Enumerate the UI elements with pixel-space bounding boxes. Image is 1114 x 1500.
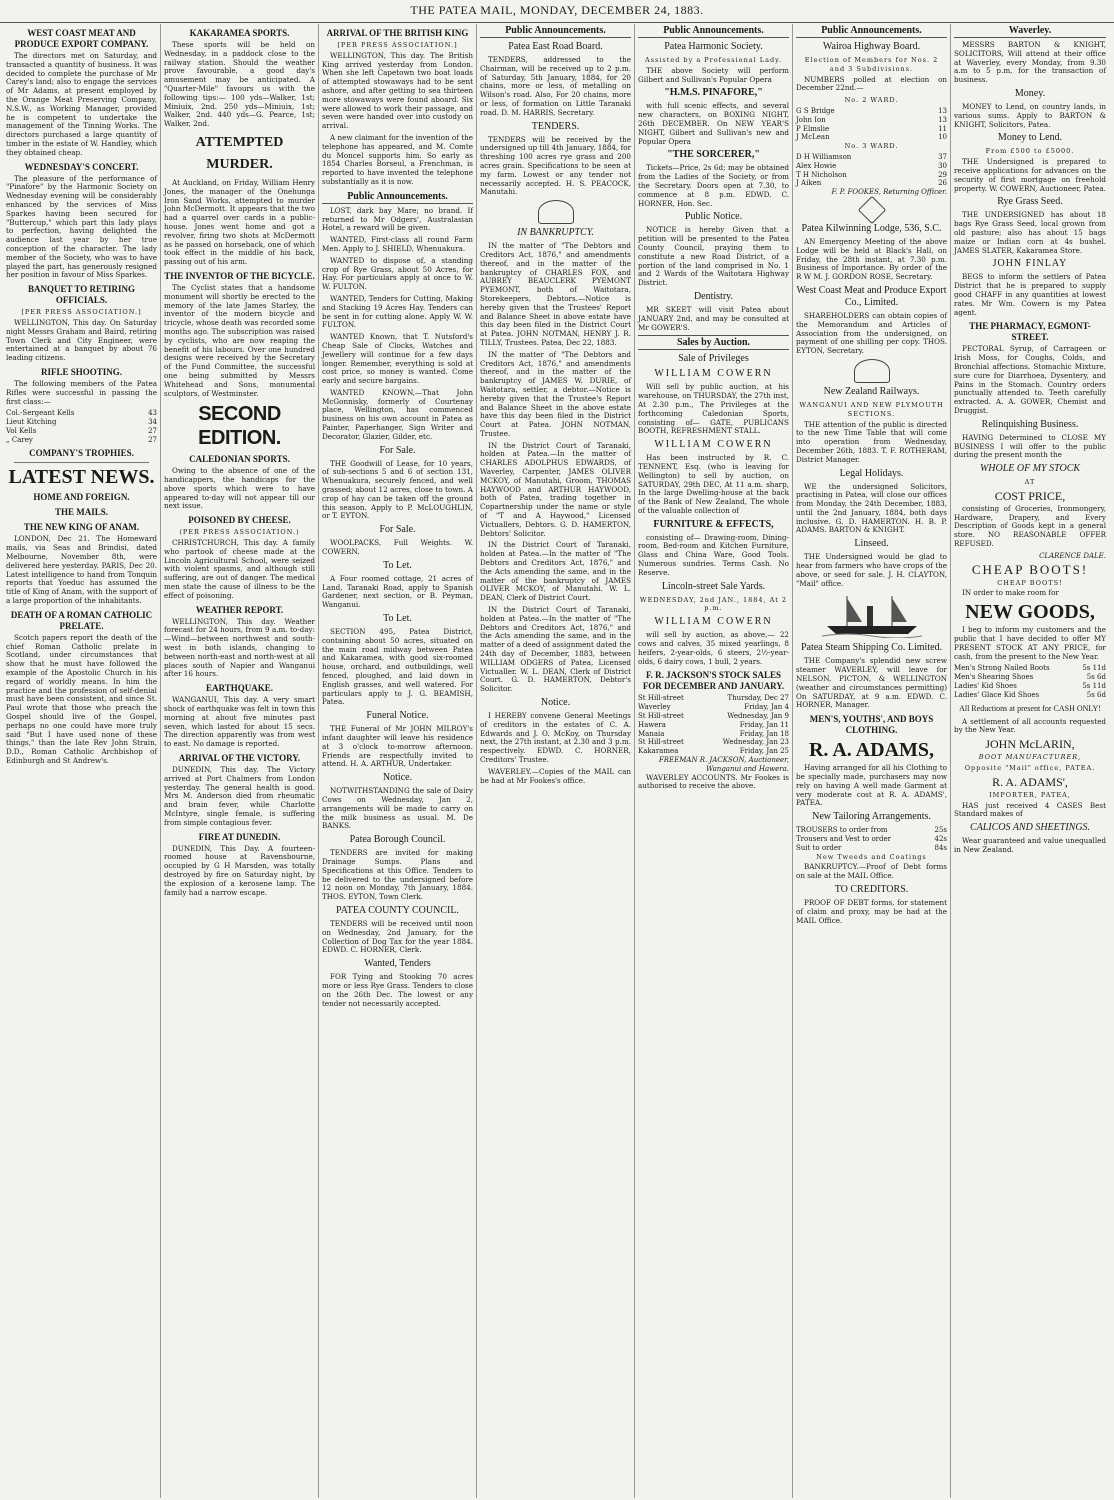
table-row: [638, 738, 789, 747]
price-item: Men's Shearing Shoes: [954, 673, 1034, 682]
price-item: Ladies' Kid Shoes: [954, 682, 1017, 691]
classified-ad: WANTED, Tenders for Cutting, Making and Stacking 19 Acres Hay. Tenders can be sent in for cutting alone. Apply W. W. FULTON.: [322, 293, 473, 330]
ad-body: TENDERS, addressed to the Chairman, will be received up to 2 p.m. of Saturday, 5th January, 1884, for 20 chains, more or less, of metalling on Wilson's road. Also, For 20 chains, more or less, of formation on Little Taranaki road. D. M. HARRIS, Secretary.: [480, 55, 631, 117]
ad-subtitle: Assisted by a Professional Lady.: [644, 56, 783, 64]
ad-subtitle: CHEAP BOOTS!: [997, 578, 1063, 587]
royal-crest-icon: [538, 200, 574, 224]
ad-title: Patea Harmonic Society.: [664, 41, 763, 52]
masonic-emblem-icon: [857, 196, 885, 224]
column-4: [477, 24, 635, 1498]
ad-body: WE the undersigned Solicitors, practising in Patea, will close our offices from Monday, the 24th December, 1883, until the 2nd January, 1884, both days inclusive. G. D. HAMERTON. H. B. P. ADAMS. BARTON & KNIGHT.: [796, 481, 947, 535]
classified-ad: WANTED Known, that T. Nutsford's Cheap Sale of Clocks, Watches and Jewellery will continue for a few days longer. Remember, everything is sold at cost price, so money is wanted. Come early and secure bargains.: [322, 332, 473, 386]
candidate-name: T H Nicholson: [796, 170, 847, 179]
article-body: The Cyclist states that a handsome monument will shortly be erected to the memory of the late James Starley, the inventor of the modern bicycle and tricycle, whose death was recorded some months ago. The subscription was raised by cyclists, who are now reaping the benefit of his labours. Over one hundred designs were received by the Secretary of the Fund Committee, the successful one being submitted by Messrs Whitehead and Sons, monumental sculptors, of Westminster.: [164, 282, 315, 398]
ad-body: NOTICE is hereby Given that a petition will be presented to the Patea County Council, praying them to constitute a new Road District, of a portion of the land comprised in No. 1 and 2 Wards of the Waitotara Highway District.: [638, 225, 789, 288]
rifle-score: 27: [148, 435, 157, 444]
ad-body: TENDERS are invited for making Drainage Sumps. Plans and Specifications at this Office. Tenders to be delivered to the undersigned before 12 noon on Monday, 7th January, 1884. THOS. EYTON, Town Clerk.: [322, 848, 473, 902]
article-body: WELLINGTON, This day. On Saturday night Messrs Graham and Baird, retiring Town Clerk and City Engineer, were entertained at a banquet by about 76 leading citizens.: [6, 317, 157, 363]
ad-title: IN BANKRUPTCY.: [517, 227, 594, 239]
sale-place: St Hill-street: [638, 712, 684, 721]
ad-title: Funeral Notice.: [366, 710, 429, 722]
ad-title: PATEA COUNTY COUNCIL.: [336, 904, 459, 916]
table-row: [954, 691, 1106, 700]
table-row: [6, 436, 157, 445]
ad-title: Patea Steam Shipping Co. Limited.: [800, 642, 943, 654]
ad-body: BANKRUPTCY.—Proof of Debt forms on sale at the MAIL Office.: [796, 862, 947, 881]
column-3: [319, 24, 477, 1498]
article-body: LONDON, Dec 21. The Homeward mails, via Seas and Brindisi, dated Melbourne, November 8th, were delivered here yesterday. PARIS, Dec 20. Latest intelligence to hand from Tonquin reports that Yoeduc has assumed the title of King of Anam, with the support of a large proportion of the inhabitants.: [6, 534, 157, 606]
ad-body: HAVING Determined to CLOSE MY BUSINESS I will offer to the public during the present month the: [954, 432, 1106, 460]
article-title: WEST COAST MEAT AND PRODUCE EXPORT COMPANY.: [14, 28, 149, 49]
table-row: [796, 826, 947, 835]
ad-body: PROOF OF DEBT forms, for statement of claim and proxy, may be had at the MAIL Office.: [796, 898, 947, 925]
table-row: [638, 703, 789, 712]
sale-place: Waverley: [638, 703, 671, 712]
ad-body: BEGS to inform the settlers of Patea District that he is prepared to supply good CHAFF in any quantities at lowest rates. Mr Wm. Cowern is my Patea agent.: [954, 272, 1106, 317]
article-body: The following members of the Patea Rifles were successful in passing the first class:—: [6, 378, 157, 406]
ad-body: MONEY to Lend, on country lands, in various sums. Apply to BARTON & KNIGHT, Solicitors, Patea.: [954, 101, 1106, 129]
ad-body: AN Emergency Meeting of the above Lodge will be held at Black's Hall, on Friday, the 28th instant, at 7.30 p.m. Business of Importance. By order of the R W M. J. GORDON ROSE, Secretary.: [796, 236, 947, 282]
ad-title: Sale of Privileges: [678, 353, 749, 365]
ad-title: Lincoln-street Sale Yards.: [661, 580, 766, 592]
opera-title: "H.M.S. PINAFORE,": [664, 87, 763, 99]
table-row: [638, 712, 789, 721]
table-row: [796, 844, 947, 853]
ad-signature: FREEMAN R. JACKSON, Auctioneer, Wanganui and Hawera.: [658, 756, 789, 773]
ad-body: THE Goodwill of Lease, for 10 years, of sub-sections 5 and 6 of section 131, Whenuakura, securely fenced, and well grassed; about 12 acres, close to town. A crop of hay can be taken off the ground this season. Apply to P. McLOUGHLIN, or T. EYTON.: [322, 458, 473, 521]
column-banner: Sales by Auction.: [638, 335, 789, 350]
ad-body: Tickets—Price, 2s 6d; may be obtained from the Ladies of the Society, or from the Secretary. Doors open at 7.30, to commence at 8 p.m. EDWD. C. HORNER, Hon. Sec.: [638, 163, 789, 208]
ad-body: THE UNDERSIGNED has about 18 bags Rye Grass Seed, local grown from old pasture; also has about 15 bags maize or Indian corn at 4s bushel. JAMES SLATER, Kakaramea Store.: [954, 210, 1106, 255]
ad-subtitle: Opposite "Mail" office, PATEA.: [964, 764, 1096, 773]
legal-notice: IN the District Court of Taranaki, holden at Patea.—In the matter of CHARLES ADOLPHUS EDWARDS, of Waverley, Carpenter, JAMES OLIVER MCKOY, of Manutahi, Groom, THOMAS HAYWOOD and ARTHUR HAYWOOD, both of Patea, trading together in Copartnership under the name or style of "T and A Haywood," Licensed Victuallers, Debtors. G. D. HAMERTON, Debtors' Solicitor.: [480, 440, 631, 538]
table-row: [6, 427, 157, 436]
article-body: WANGANUI, This day. A very smart shock of earthquake was felt in town this morning at about five minutes past seven, which lasted for about 15 secs. The direction apparently was from west to east. No damage is reported.: [164, 695, 315, 749]
sale-date: Wednesday, Jan 23: [722, 738, 789, 747]
shop-name: R. A. ADAMS,: [808, 739, 934, 762]
price-value: 42s: [934, 835, 947, 844]
ad-body: consisting of— Drawing-room, Dining-room, Bed-room and Kitchen Furniture, Glass and China Ware, Good Tools. Numerous sundries. Terms Cash. No Reserve.: [638, 532, 789, 577]
article-title: DEATH OF A ROMAN CATHOLIC PRELATE.: [10, 609, 153, 631]
ad-title: CHEAP BOOTS!: [971, 561, 1089, 577]
ad-subtitle: New Tweeds and Coatings: [816, 852, 927, 861]
ad-title: Money.: [1014, 87, 1046, 99]
article-body: WELLINGTON, This day. The British King arrived yesterday from London. When she left Capetown two boat loads of attempted stowaways had to be sent ashore, and after getting to sea thirteen more stowaways were found aboard. Six were allowed to work their passage, and seven were handed over into custody on arrival.: [322, 50, 473, 131]
auctioneer-name: WILLIAM COWERN: [654, 616, 773, 628]
column-banner: Public Announcements.: [796, 24, 947, 38]
ad-title: Patea Kilwinning Lodge, 536, S.C.: [801, 222, 942, 234]
ad-title: To Let.: [383, 559, 412, 571]
auctioneer-name: WILLIAM COWERN: [654, 368, 773, 380]
ad-subtitle: Election of Members for Nos. 2 and 3 Subdivisions.: [804, 56, 939, 73]
article-title: WEDNESDAY'S CONCERT.: [24, 161, 139, 172]
classified-ad: WANTED KNOWN,—That John McGonnisky, formerly of Courtenay place, Wellington, has commenced business on his own account in Patea as Painter, Paperhanger, Sign Writer and Decorator, Glazier, Gilder, etc.: [322, 387, 473, 441]
classified-ad: WANTED to dispose of, a standing crop of Rye Grass, about 50 Acres, for Hay. For particulars apply at once to W. W. FULTON.: [322, 255, 473, 292]
ad-body: MESSRS BARTON & KNIGHT, SOLICITORS, Will attend at their office at Waverley, every Monday, from 9.30 a.m to 5 p.m, for the transaction of business.: [954, 40, 1106, 85]
table-row: [796, 125, 947, 134]
column-6: [793, 24, 951, 1498]
ad-body: SHAREHOLDERS can obtain copies of the Memorandum and Articles of Association from the undersigned, on payment of one shilling per copy. THOS. EYTON, Secretary.: [796, 310, 947, 356]
ad-body: IN order to make room for: [962, 588, 1059, 598]
ad-body: A Four roomed cottage, 21 acres of Land, Taranaki Road, apply to Spanish Gardener, next section, or B. Peyman, Wanganui.: [322, 573, 473, 610]
table-row: [954, 673, 1106, 682]
article-title: COMPANY'S TROPHIES.: [29, 448, 134, 459]
rifle-score: 27: [148, 426, 157, 435]
ad-body: consisting of Groceries, Ironmongery, Hardware, Drapery, and Every Description of Goods kept in a general store. NO REASONABLE OFFER REFUSED.: [954, 503, 1106, 549]
article-title: THE NEW KING OF ANAM.: [23, 522, 140, 533]
article-subtitle: [PER PRESS ASSOCIATION.]: [337, 41, 458, 49]
ad-body: Having arranged for all his Clothing to be specially made, purchasers may now rely on having A well made Garment at very moderate cost at R. A. ADAMS', PATEA.: [796, 763, 947, 808]
candidate-name: J Aiken: [796, 179, 822, 188]
section-subheading: HOME AND FOREIGN.: [33, 492, 130, 503]
price-item: Trousers and Vest to order: [796, 835, 891, 844]
ad-highlight: COST PRICE,: [994, 488, 1066, 503]
table-row: [954, 682, 1106, 691]
ad-subtitle: From £500 to £5000.: [985, 147, 1075, 156]
ad-body: I beg to inform my customers and the public that I have decided to offer MY PRESENT STOCK AT ANY PRICE, for cash, from the present to the New Year.: [954, 625, 1106, 661]
sale-date: Thursday, Dec 27: [727, 694, 789, 703]
ad-highlight: All Reductions at present for CASH ONLY!: [959, 703, 1101, 713]
rifle-name: Vol Kells: [6, 426, 37, 435]
sale-place: Kakaramea: [638, 747, 679, 756]
ad-title: F. R. JACKSON'S STOCK SALES FOR DECEMBER AND JANUARY.: [642, 670, 785, 692]
article-title: ARRIVAL OF THE BRITISH KING: [326, 28, 469, 38]
price-item: Ladies' Glace Kid Shoes: [954, 690, 1040, 699]
vote-count: 13: [938, 106, 947, 115]
ad-body: MR SKEET will visit Patea about JANUARY 2nd, and may be consulted at Mr GOWER'S.: [638, 304, 789, 332]
ad-title: Notice.: [382, 772, 413, 784]
sale-place: St Hill-street: [638, 694, 684, 703]
sale-place: Manaia: [638, 729, 665, 738]
table-row: [796, 162, 947, 171]
article-subtitle: [PER PRESS ASSOCIATION.]: [21, 308, 142, 317]
column-banner: Public Announcements.: [480, 24, 631, 38]
ad-body: WAVERLEY ACCOUNTS. Mr Fookes is authorised to receive the above.: [638, 772, 789, 791]
legal-notice: IN the District Court of Taranaki, holden at Patea.—In the matter of "The Debtors and Creditors Act, 1876," and the Acts amending the same, and in the matter of the bankruptcy of JAMES OLIVER MCKOY, of Manutahi. W. L. DEAN, Clerk of District Court.: [480, 540, 631, 603]
ad-title: Wairoa Highway Board.: [822, 41, 921, 52]
ad-title: For Sale.: [379, 444, 416, 456]
ad-body: Has been instructed by R. C. TENNENT, Esq. (who is leaving for Wellington) to sell by auction, on SATURDAY, 29th DEC, At 11 a.m. sharp, In the large Dwelling-house at the back of the Bank of New Zealand, The whole of the valuable collection of: [638, 453, 789, 515]
ad-title: Public Notice.: [684, 211, 743, 223]
ad-body: THE attention of the public is directed to the new Time Table that will come into operation from Wednesday, December 26th, 1883. T. F. ROTHERAM, District Manager.: [796, 419, 947, 464]
ad-body: THE Undersigned is prepared to receive applications for advances on the security of first mortgage on freehold property. W. COWERN, Auctioneer, Patea.: [954, 157, 1106, 193]
article-title: THE INVENTOR OF THE BICYCLE.: [164, 270, 315, 281]
ad-highlight: FURNITURE & EFFECTS,: [653, 518, 774, 530]
column-banner: Public Announcements.: [638, 24, 789, 38]
price-item: TROUSERS to order from: [796, 826, 888, 835]
ad-body: THE Company's splendid new screw steamer WAVERLEY, will leave for NELSON, PICTON, & WELLINGTON (weather and circumstances permitting) On SATURDAY, at 9 a.m. EDWD. C. HORNER, Manager.: [796, 656, 947, 710]
sale-place: St Hill-street: [638, 738, 684, 747]
price-value: 84s: [934, 843, 947, 852]
column-banner: Waverley.: [954, 24, 1106, 38]
section-subheading: THE MAILS.: [54, 507, 108, 518]
ward-heading: No. 2 WARD.: [844, 96, 899, 105]
ad-subtitle: WANGANUI AND NEW PLYMOUTH SECTIONS.: [799, 400, 944, 418]
second-edition-heading: SECOND EDITION.: [198, 403, 281, 450]
table-row: [954, 664, 1106, 673]
ad-body: THE above Society will perform Gilbert and Sullivan's Popular Opera: [638, 65, 789, 84]
table-row: [796, 179, 947, 188]
ad-body: THE Funeral of Mr JOHN MILROY's infant daughter will leave his residence at 3 o'clock to-morrow afternoon. Friends are respectfully invited to attend. H. A. ARTHUR, Undertaker.: [322, 724, 473, 769]
vote-count: 13: [938, 115, 947, 124]
vote-count: 29: [938, 170, 947, 179]
rifle-name: Col.-Sergeant Kells: [6, 409, 75, 418]
ad-title: Wanted, Tenders: [364, 958, 431, 970]
ward-3-table: [796, 153, 947, 188]
rifle-table: [6, 409, 157, 444]
ad-body: Will sell by public auction, at his warehouse, on THURSDAY, the 27th inst, At 2.30 p.m., The Privileges at the forthcoming Caledonian Sports, consisting of— GATE, PUBLICANS BOOTH, REFRESHMENT STALL.: [638, 382, 789, 436]
columns: [3, 24, 1111, 1498]
article-body: The pleasure of the performance of "Pinafore" by the Harmonic Society on Wednesday evening will be considerably enhanced by the services of Miss Sparkes having been secured for "Buttercup," which part this lady plays to perfection, having delighted the audience last year by her true conception of the character. The lady member of the Society, who was to have played the part, has generously resigned her position in favour of Miss Sparkes.: [6, 173, 157, 280]
ad-body: TENDERS will be received by the undersigned up till 4th January, 1884, for threshing 100 acres rye grass and 200 acres grain. Specifications to be seen at my farm. Lowest or any tender not necessarily accepted. H. S. PEACOCK, Manutahi.: [480, 134, 631, 197]
ad-body: THE Undersigned would be glad to hear from farmers who have crops of the above, or seed for sale. J. H. CLAYTON, "Mail" office.: [796, 552, 947, 588]
vote-count: 10: [938, 133, 947, 142]
article-body: CHRISTCHURCH, This day. A family who partook of cheese made at the Lincoln Agricultural School, were seized with violent spasms, and although still suffering, are out of danger. The medical men state the cause of illness to be the effect of poisoning.: [164, 538, 315, 600]
candidate-name: D H Williamson: [796, 152, 852, 161]
ad-body: WAVERLEY.—Copies of the MAIL can be had at Mr Fookes's office.: [480, 766, 631, 785]
table-row: [796, 116, 947, 125]
ad-title: West Coast Meat and Produce Export Co., Limited.: [796, 284, 947, 308]
price-value: 5s 6d: [1086, 690, 1106, 699]
candidate-name: John Ion: [796, 115, 826, 124]
latest-news-heading: LATEST NEWS.: [8, 466, 155, 489]
ad-title: MEN'S, YOUTHS', AND BOYS CLOTHING.: [809, 714, 934, 736]
steamship-icon: [822, 592, 922, 638]
article-subtitle: (PER PRESS ASSOCIATION.): [179, 528, 300, 537]
article-title: FIRE AT DUNEDIN.: [198, 831, 281, 842]
rifle-name: „ Carey: [6, 435, 33, 444]
article-body: A new claimant for the invention of the telephone has appeared, and M. Comte du Moncel supports him. So early as 1854 Charles Borseul, a Frenchman, is reported to have invented the telephone substantially as it is now.: [322, 132, 473, 186]
column-7: [951, 24, 1109, 1498]
table-row: [796, 133, 947, 142]
ad-body: SECTION 495, Patea District, containing about 50 acres, situated on the main road midway between Patea and Kakaramea, with good six-roomed house, orchard, and outbuildings, well fenced, ploughed, and laid down in English grasses, and well watered. For particulars apply to J. G. BEAMISH, Patea.: [322, 627, 473, 707]
article-title: POISONED BY CHEESE.: [188, 515, 291, 526]
masthead: THE PATEA MAIL, MONDAY, DECEMBER 24, 1883.: [0, 0, 1114, 23]
ad-highlight: WHOLE OF MY STOCK: [979, 463, 1081, 475]
ad-body: I HEREBY convene General Meetings of creditors in the estates of C. A. Edwards and J. O. McKoy, on Thursday next, the 27th instant, at 2.30 and 3 p.m. respectively. EDWD. C. HORNER, Creditors' Trustee.: [480, 711, 631, 764]
ad-title: Dentistry.: [693, 290, 734, 302]
vote-count: 11: [938, 124, 947, 133]
price-value: 25s: [934, 826, 947, 835]
classified-ad: WANTED, First-class all round Farm Men. Apply to J. SHIELD, Whenuakura.: [322, 235, 473, 253]
stock-sales-table: [638, 694, 789, 756]
vote-count: 37: [938, 152, 947, 161]
article-body: Owing to the absence of one of the handicappers, the handicaps for the above sports which were to have appeared to-day will not appear till our next issue.: [164, 466, 315, 511]
sale-date: Wednesday, Jan 9: [727, 712, 789, 721]
legal-notice: IN the matter of "The Debtors and Creditors Act, 1876," and amendments thereof, and in the matter of the bankruptcy of JAMES W. DURIE, of Waitotara, settler, a debtor.—Notice is hereby given that the Trustee's Report and Balance Sheet in the above estate have this day been filed in the District Court at Patea. JOHN NOTMAN, Trustee.: [480, 349, 631, 438]
sale-date: Friday, Jan 4: [744, 703, 789, 712]
legal-notice: IN the District Court of Taranaki, holden at Patea.—In the matter of "The Debtors and Creditors Act, 1876," and the Acts amending the same, and in the matter of a deed of assignment dated the 24th day of December, 1883, between WILLIAM ODGERS of Patea, Licensed Victualler. W. L. DEAN, Clerk of District Court. G. D. HAMERTON, Debtor's Solicitor.: [480, 605, 631, 694]
article-title: ATTEMPTED MURDER.: [195, 134, 284, 172]
rifle-score: 34: [148, 418, 157, 427]
article-title: ARRIVAL OF THE VICTORY.: [178, 753, 301, 764]
table-row: [796, 835, 947, 844]
ad-title: New Tailoring Arrangements.: [812, 811, 931, 823]
ad-title: Legal Holidays.: [839, 467, 904, 479]
ad-signature: F. P. FOOKES, Returning Officer.: [831, 188, 947, 197]
opera-title: "THE SORCERER,": [667, 149, 760, 161]
ad-body: PECTORAL Syrup, of Carrageen or Irish Moss, for Coughs, Colds, and Bronchial affections. Stomachic Mixture, sure cure for Diarrhoea, Dysentery, and Pains in the Stomach. Country orders punctually attended to. Teeth carefully extracted. A. A. GOWER, Chemist and Druggist.: [954, 344, 1106, 415]
ad-highlight: NEW GOODS,: [965, 601, 1095, 624]
article-body: These sports will be held on Wednesday, in a paddock close to the railway station. Should the weather prove favourable, a good day's amusement may be anticipated. A "Quarter-Mile" favours us with the following tips:— 100 yds—Walker, 1st; Miniuix, 2nd. 250 yds—Miniuix, 1st; Walker, 2nd. 440 yds—G. Pearce, 1st; Walker, 2nd.: [164, 40, 315, 129]
ad-title: THE PHARMACY, EGMONT-STREET.: [969, 321, 1091, 343]
article-title: WEATHER REPORT.: [195, 604, 284, 615]
table-row: [638, 747, 789, 756]
ward-heading: No. 3 WARD.: [844, 142, 899, 151]
table-row: [796, 171, 947, 180]
candidate-name: G S Bridge: [796, 106, 835, 115]
ad-title: Patea East Road Board.: [508, 41, 603, 52]
auctioneer-name: WILLIAM COWERN: [654, 439, 773, 451]
ad-subtitle: AT: [1024, 478, 1036, 487]
table-row: [796, 107, 947, 116]
royal-crest-icon: [854, 359, 890, 383]
ad-title: JOHN FINLAY: [992, 258, 1068, 270]
ad-subtitle: WEDNESDAY, 2nd JAN., 1884, At 2 p.m.: [639, 595, 788, 613]
article-body: WELLINGTON, This day. Weather forecast for 24 hours, from 9 a.m. to-day:—Wind—between northwest and south-west in both islands, changing to between north-east and north-west at all places south of Napier and Wanganui after 16 hours.: [164, 616, 315, 679]
column-2: [161, 24, 319, 1498]
price-value: 5s 6d: [1086, 673, 1106, 682]
ad-title: Relinquishing Business.: [981, 418, 1079, 430]
candidate-name: Alex Howie: [796, 161, 837, 170]
divider: [14, 462, 149, 463]
ad-body: NUMBERS polled at election on December 22nd.—: [796, 74, 947, 93]
boot-price-table: [954, 664, 1106, 699]
table-row: [6, 418, 157, 427]
table-row: [638, 730, 789, 739]
column-5: [635, 24, 793, 1498]
candidate-name: J McLean: [796, 133, 830, 142]
ad-title: For Sale.: [379, 524, 416, 536]
table-row: [6, 409, 157, 418]
ad-title: Linseed.: [854, 538, 889, 550]
ad-title: Money to Lend.: [997, 132, 1063, 144]
ad-body: with full scenic effects, and several new characters, on BOXING NIGHT, 26th DECEMBER. On NEW YEAR'S NIGHT, Gilbert and Sullivan's new and Popular Opera: [638, 101, 789, 146]
sale-place: Hawera: [638, 720, 666, 729]
classified-ad: LOST, dark bay Mare; no brand. If returned to Mr Odgers', Australasian Hotel, a reward will be given.: [322, 205, 473, 233]
sale-date: Friday, Jan 25: [739, 747, 789, 756]
article-title: KAKARAMEA SPORTS.: [189, 28, 290, 38]
column-banner: Public Announcements.: [322, 190, 473, 204]
article-title: RIFLE SHOOTING.: [40, 366, 123, 377]
article-title: BANQUET TO RETIRING OFFICIALS.: [27, 284, 136, 306]
price-value: 5s 11d: [1082, 682, 1106, 691]
ad-title: TO CREDITORS.: [834, 884, 909, 896]
article-title: CALEDONIAN SPORTS.: [189, 454, 290, 465]
article-body: The directors met on Saturday, and transacted a quantity of business. It was decided to complete the purchase of Mr Carey's land; also to engage the services of Mr Adams, at present employed by the Orange Meat Preserving Company, N.S.W., as Working Manager, provided he is competent to undertake the management of the Tinning Works. The directors purchased a large quantity of timber in the estate of W. Handley, which they obtained cheap.: [6, 51, 157, 157]
vote-count: 30: [938, 161, 947, 170]
ad-title: Patea Borough Council.: [349, 834, 446, 846]
sale-date: Friday, Jan 11: [739, 720, 789, 729]
ad-title: TENDERS.: [531, 120, 580, 132]
ad-body: HAS just received 4 CASES Best Standard makes of: [954, 800, 1106, 819]
tailoring-price-table: [796, 826, 947, 852]
ad-body: TENDERS will be received until noon on Wednesday, 2nd January, for the Collection of Dog Tax for the year 1884. EDWD. C. HORNER, Clerk.: [322, 918, 473, 955]
ad-title: New Zealand Railways.: [823, 385, 920, 397]
rifle-name: Lieut Kitching: [6, 418, 57, 427]
article-body: DUNEDIN, This day. The Victory arrived at Port Chalmers from London yesterday. The general health is good. Mrs M. Anderson died from rheumatic and brain fever, while Charlotte McIntyre, single female, is suffering from simple contagious fever.: [164, 765, 315, 827]
price-item: Men's Strong Nailed Boots: [954, 664, 1050, 673]
vote-count: 26: [938, 179, 947, 188]
ad-body: FOR Tying and Stooking 70 acres more or less Rye Grass. Tenders to close on the 26th Dec. The lowest or any tender not necessarily accepted.: [322, 972, 473, 1008]
article-body: At Auckland, on Friday, William Henry Jones, the manager of the Onehunga Iron Sand Works, attempted to murder John McDermott. It appears that the two had a quarrel over cards in a public-house. Jones went home and got a revolver, firing two shots at McDermott as he passed on horseback, one of which took effect in the middle of his back, passing out of his arm.: [164, 177, 315, 267]
article-body: DUNEDIN, This Day. A fourteen-roomed house at Ravensbourne, occupied by G H Marsden, was totally destroyed by fire on Saturday night, by the explosion of a kerosene lamp. The family had a narrow escape.: [164, 843, 315, 897]
ad-highlight: CALICOS AND SHEETINGS.: [969, 822, 1091, 834]
column-1: [3, 24, 161, 1498]
table-row: [638, 721, 789, 730]
ad-body: Wear guaranteed and value unequalled in New Zealand.: [954, 836, 1106, 855]
shop-name: JOHN McLARIN,: [985, 737, 1075, 752]
ad-body: will sell by auction, as above,— 22 cows and calves, 35 mixed yearlings, 8 heifers, 2-year-olds, 6 steers, 2½-year-olds, 6 dairy cows, 1 bull, 2 years.: [638, 630, 789, 666]
price-value: 5s 11d: [1082, 664, 1106, 673]
ad-title: To Let.: [383, 613, 412, 625]
shop-name: R. A. ADAMS',: [992, 774, 1068, 789]
ad-subtitle: BOOT MANUFACTURER,: [978, 753, 1082, 762]
sale-date: Friday, Jan 18: [739, 729, 789, 738]
ad-title: Rye Grass Seed.: [997, 196, 1063, 208]
ad-body: NOTWITHSTANDING the sale of Dairy Cows on Wednesday, Jan 2, arrangements will be made to carry on the milk business as usual. M. De BANKS.: [322, 786, 473, 831]
ad-title: Notice.: [540, 697, 571, 708]
ad-body: A settlement of all accounts requested by the New Year.: [954, 716, 1106, 735]
candidate-name: P Elmslie: [796, 124, 830, 133]
article-title: EARTHQUAKE.: [206, 683, 273, 694]
ward-2-table: [796, 107, 947, 142]
ad-body: WOOLPACKS, Full Weights. W. COWERN.: [322, 538, 473, 557]
rifle-score: 43: [148, 409, 157, 418]
table-row: [796, 153, 947, 162]
ad-subtitle: IMPORTER, PATEA,: [989, 790, 1071, 799]
article-body: Scotch papers report the death of the chief Roman Catholic prelate in Scotland, under circumstances that show that he must have followed the example of the Apostolic Church in his regard of worldly means. In him the practice and the profession of self-denial must have been consistent, and since St. Paul wrote that those who preach the Gospel should live of the Gospel, perhaps no one could have more truly said "But I have used none of these things," than the late Rev John Strain, D.D., Roman Catholic Archbishop of Edinburgh and St Andrew's.: [6, 632, 157, 766]
price-item: Suit to order: [796, 843, 842, 852]
ad-signature: CLARENCE DALE.: [1039, 551, 1106, 560]
legal-notice: IN the matter of "The Debtors and Creditors Act, 1876," and amendments thereof, and in the matter of the bankruptcy of CHARLES FOX, and AUBREY BEAUCLERK PYEMONT PYEMONT, both of Waitotara, Storekeepers, Debtors.—Notice is hereby given that the Trustees' Report and Balance Sheet in above estate have this day been filed in the District Court at Patea. JOHN NOTMAN, HENRY J. R. TILLY, Trustees. Patea, Dec 22, 1883.: [480, 241, 631, 347]
table-row: [638, 694, 789, 703]
